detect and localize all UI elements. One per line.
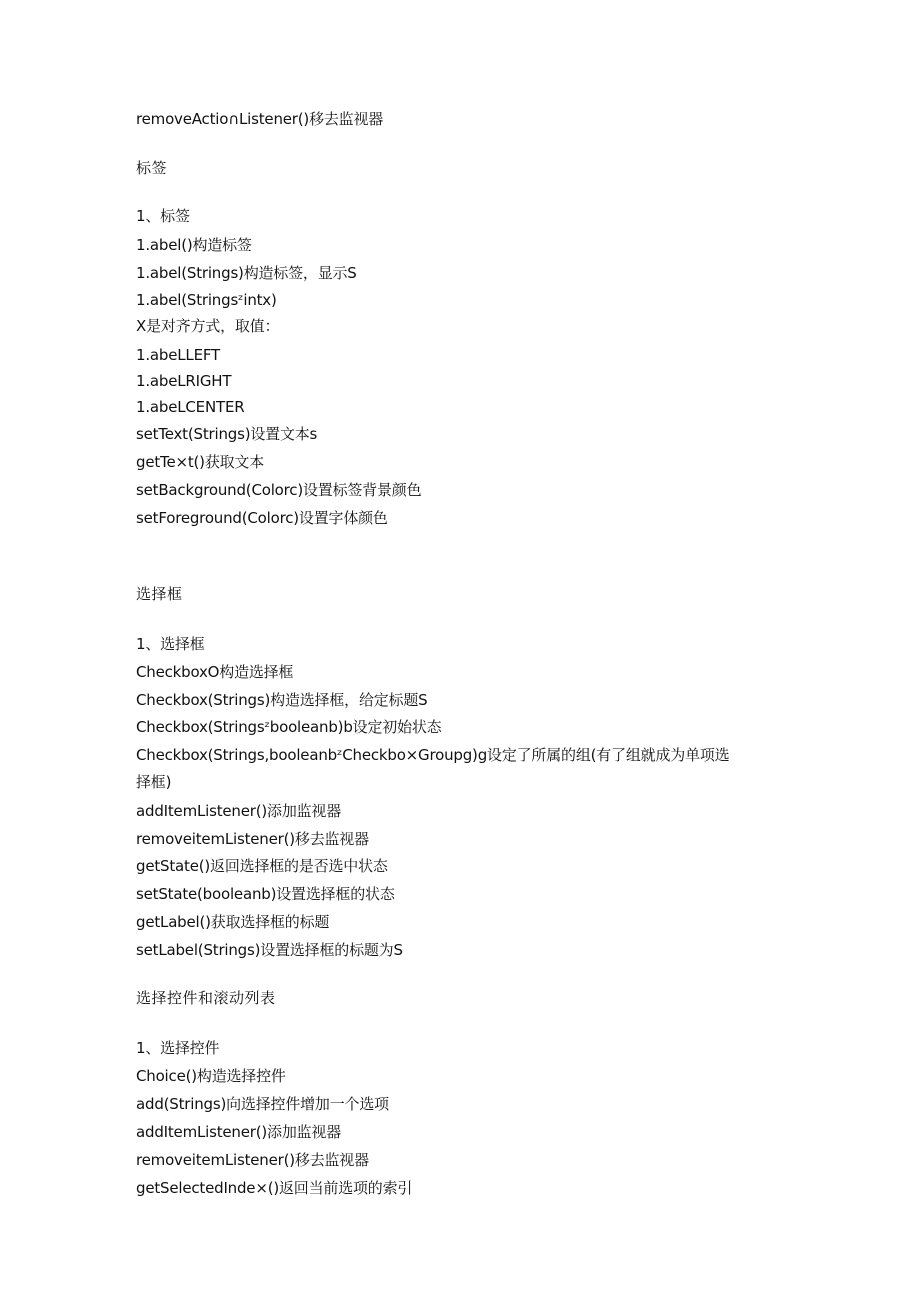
text-line: setBackground(Colorc)设置标签背景颜色 (136, 481, 422, 499)
text-line: 1.abel()构造标签 (136, 236, 252, 254)
text-line: addItemListener()添加监视器 (136, 802, 342, 820)
section-heading: 选择控件和滚动列表 (136, 989, 276, 1007)
text-line: removeitemListener()移去监视器 (136, 1151, 369, 1169)
text-line: X是对齐方式，取值： (136, 317, 280, 335)
text-line: getSelectedInde×()返回当前选项的索引 (136, 1179, 413, 1197)
text-line: 1.abeLRIGHT (136, 372, 232, 390)
subsection-heading: 1、选择框 (136, 635, 205, 653)
text-line: setLabel(Strings)设置选择框的标题为S (136, 941, 403, 959)
text-line: 1.abel(Stringsᶻintx) (136, 291, 277, 309)
subsection-heading: 1、选择控件 (136, 1039, 220, 1057)
text-line: removeActio∩Listener()移去监视器 (136, 110, 384, 128)
section-heading: 标签 (136, 159, 168, 177)
text-line: 1.abeLCENTER (136, 398, 245, 416)
text-line: 1.abeLLEFT (136, 346, 220, 364)
subsection-heading: 1、标签 (136, 207, 190, 225)
text-line: add(Strings)向选择控件增加一个选项 (136, 1095, 389, 1113)
text-line: getTe×t()获取文本 (136, 453, 265, 471)
text-line: Checkbox(Strings,booleanbᶻCheckbo×Groupg)g设定了所属的组(有了组就成为单项选 (136, 746, 730, 764)
text-line: CheckboxO构造选择框 (136, 663, 294, 681)
text-line: 1.abel(Strings)构造标签，显示S (136, 264, 357, 282)
text-line: getLabel()获取选择框的标题 (136, 913, 330, 931)
section-heading: 选择框 (136, 585, 183, 603)
text-line: setText(Strings)设置文本s (136, 425, 318, 443)
text-line: Checkbox(Strings)构造选择框，给定标题S (136, 691, 428, 709)
text-line: Choice()构造选择控件 (136, 1067, 286, 1085)
text-line: Checkbox(Stringsᶻbooleanb)b设定初始状态 (136, 718, 442, 736)
text-line: addItemListener()添加监视器 (136, 1123, 342, 1141)
text-line: removeitemListener()移去监视器 (136, 830, 369, 848)
text-line: getState()返回选择框的是否选中状态 (136, 857, 388, 875)
text-line: setState(booleanb)设置选择框的状态 (136, 885, 395, 903)
text-line: 择框) (136, 773, 172, 791)
text-line: setForeground(Colorc)设置字体颜色 (136, 509, 388, 527)
